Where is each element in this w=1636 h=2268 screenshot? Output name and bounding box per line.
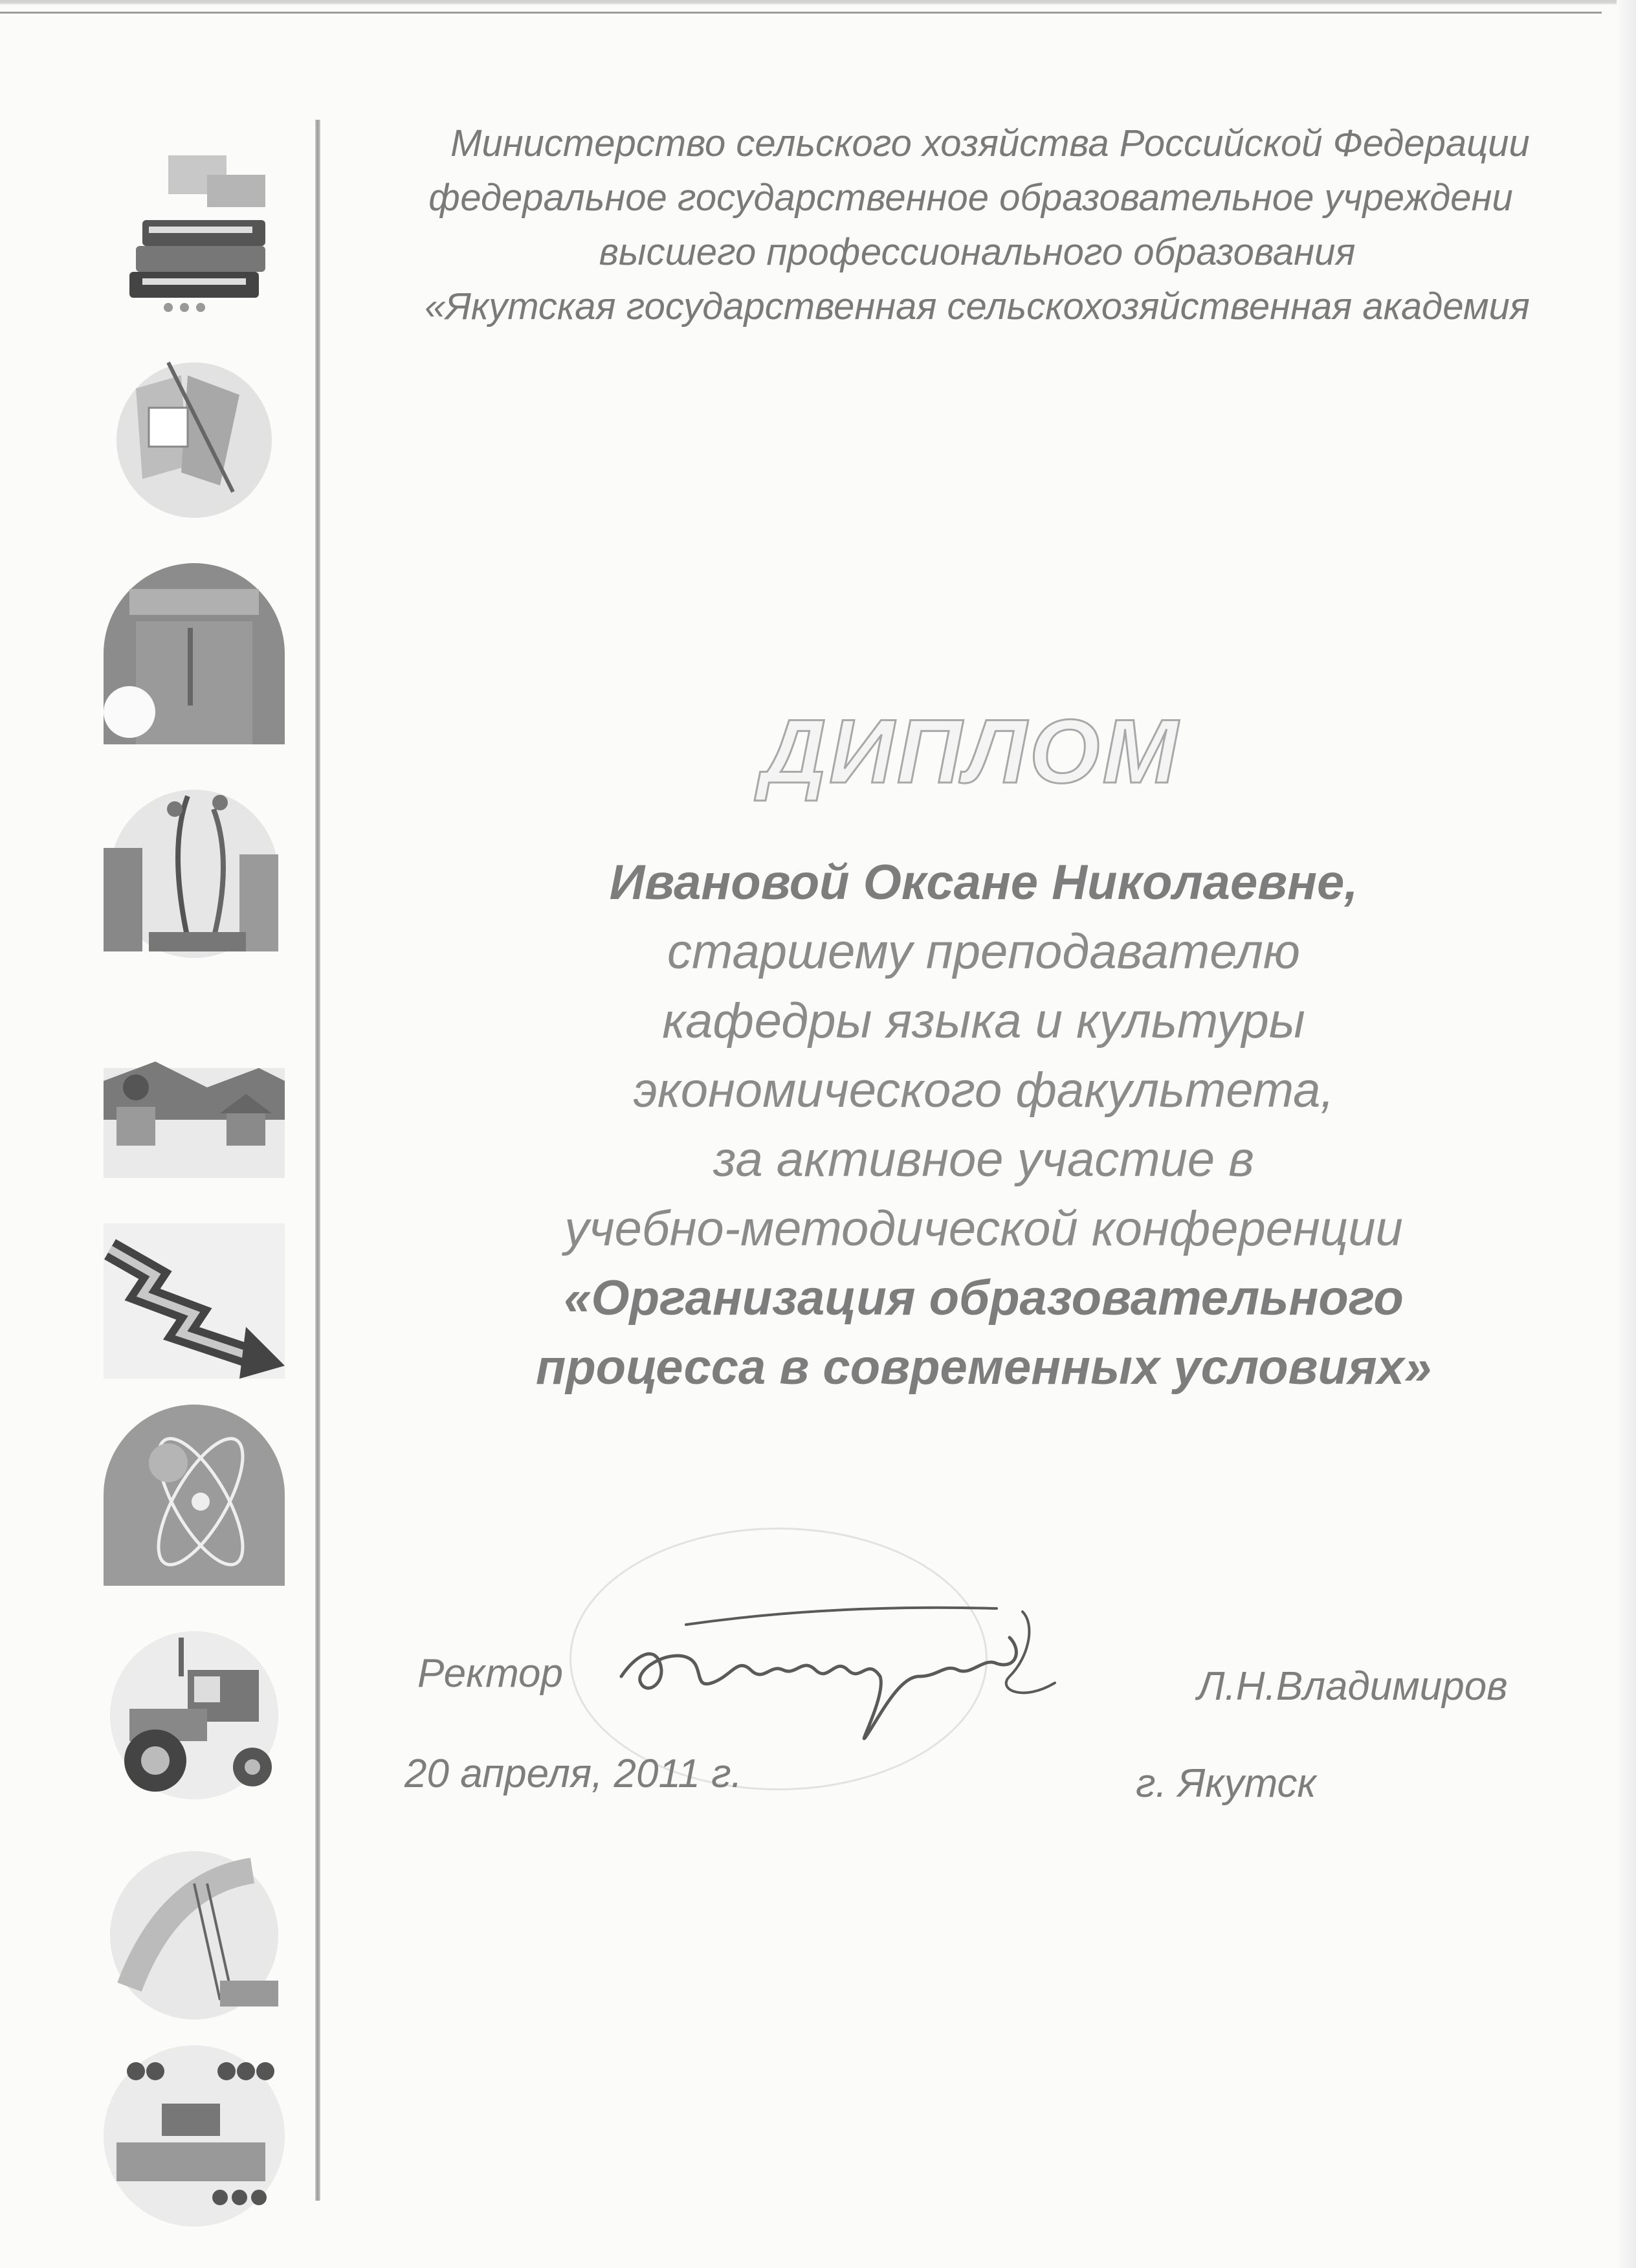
rector-signature: [608, 1586, 1087, 1767]
issue-city: г. Якутск: [1136, 1761, 1316, 1806]
conference-title-line2: процесса в современных условиях»: [535, 1340, 1432, 1395]
harvest-field-icon: [91, 1832, 298, 2026]
building-dome-icon: [91, 550, 298, 744]
header-line-education-level: высшего профессионального образования: [599, 231, 1356, 273]
institution-header: [362, 117, 1592, 334]
header-line-institution-type: федеральное государственное образовательное учреждени: [428, 177, 1513, 219]
conference-type: учебно-методической конференции: [564, 1201, 1403, 1256]
recipient-department: кафедры языка и культуры: [662, 994, 1305, 1049]
farm-village-icon: [91, 990, 298, 1184]
top-border-line: [0, 12, 1602, 14]
recipient-faculty: экономического факультета,: [633, 1063, 1334, 1118]
header-line-ministry: Министерство сельского хозяйства Российской Федерации: [450, 122, 1530, 164]
recipient-name: Ивановой Оксане Николаевне,: [609, 855, 1358, 910]
decorative-icon-column: [91, 129, 298, 2201]
wheat-icon: [91, 770, 298, 964]
scan-edge-right: [1617, 0, 1636, 2268]
coat-of-arms-icon: [91, 337, 298, 531]
atom-globe-icon: [91, 1392, 298, 1586]
vertical-divider-line: [315, 120, 320, 2201]
tractor-icon: [91, 1612, 298, 1806]
computer-people-icon: [91, 2032, 298, 2227]
books-icon: [91, 129, 298, 324]
rector-label: Ректор: [417, 1651, 564, 1696]
recipient-position: старшему преподавателю: [667, 924, 1300, 979]
diploma-body: [414, 848, 1553, 1402]
header-line-academy-name: «Якутская государственная сельскохозяйственная академия: [425, 285, 1530, 328]
diploma-title: ДИПЛОМ: [760, 700, 1181, 802]
conference-title-line1: «Организация образовательного: [564, 1271, 1404, 1326]
rector-name: Л.Н.Владимиров: [1197, 1664, 1508, 1709]
issue-date: 20 апреля, 2011 г.: [404, 1751, 742, 1796]
arrows-chart-icon: [91, 1197, 298, 1392]
award-reason: за активное участие в: [713, 1132, 1254, 1187]
